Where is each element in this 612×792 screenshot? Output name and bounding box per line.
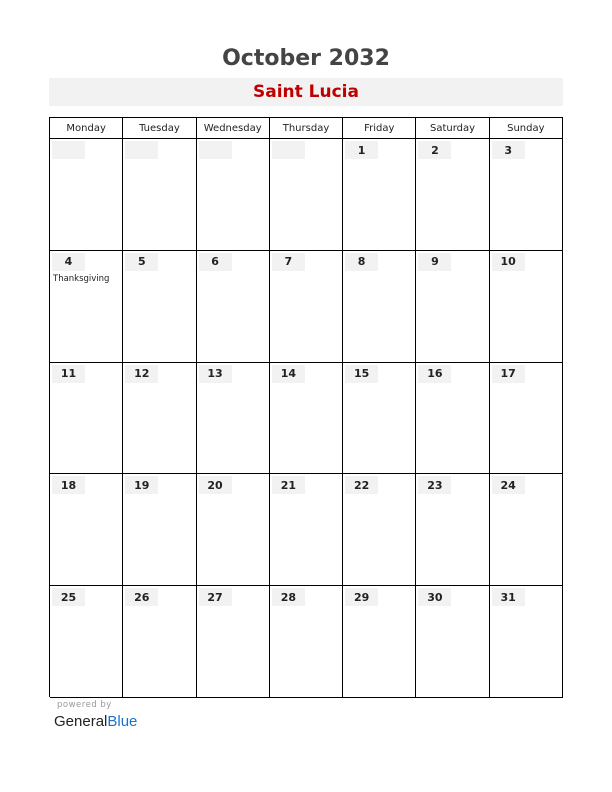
week-row <box>50 363 563 475</box>
day-cell[interactable] <box>197 139 270 251</box>
day-number: 22 <box>345 476 378 494</box>
day-number: 1 <box>345 141 378 159</box>
day-number: 8 <box>345 253 378 271</box>
day-cell[interactable] <box>343 474 416 586</box>
day-cell[interactable] <box>197 363 270 475</box>
brand-logo[interactable] <box>54 713 137 730</box>
day-number <box>199 141 232 159</box>
country-name: Saint Lucia <box>252 82 359 102</box>
holiday-label: Thanksgiving <box>53 273 110 284</box>
day-cell[interactable] <box>490 139 563 251</box>
day-cell[interactable] <box>416 139 489 251</box>
day-number: 29 <box>345 588 378 606</box>
day-number: 13 <box>199 365 232 383</box>
weekday-header: Wednesday <box>197 118 270 139</box>
brand-general: General <box>54 713 108 730</box>
weekday-header: Thursday <box>270 118 343 139</box>
day-cell[interactable] <box>416 363 489 475</box>
weekday-header: Friday <box>343 118 416 139</box>
day-cell[interactable] <box>416 474 489 586</box>
day-cell[interactable] <box>197 586 270 698</box>
day-cell[interactable] <box>490 251 563 363</box>
day-number <box>52 141 85 159</box>
day-number: 23 <box>418 476 451 494</box>
day-cell[interactable] <box>123 139 196 251</box>
weekday-header: Sunday <box>490 118 563 139</box>
day-number: 20 <box>199 476 232 494</box>
calendar-grid <box>49 117 563 697</box>
day-number: 30 <box>418 588 451 606</box>
day-number: 14 <box>272 365 305 383</box>
day-number: 2 <box>418 141 451 159</box>
calendar-weeks <box>50 139 563 698</box>
day-number: 24 <box>492 476 525 494</box>
week-row <box>50 474 563 586</box>
day-cell[interactable] <box>343 586 416 698</box>
day-cell[interactable] <box>270 363 343 475</box>
weekday-header: Saturday <box>416 118 489 139</box>
day-number: 21 <box>272 476 305 494</box>
week-row <box>50 139 563 251</box>
weekday-header-row <box>50 118 563 139</box>
week-row <box>50 251 563 363</box>
weekday-header: Monday <box>50 118 123 139</box>
brand-blue: Blue <box>107 713 138 730</box>
day-number: 28 <box>272 588 305 606</box>
day-number: 17 <box>492 365 525 383</box>
day-cell[interactable] <box>123 474 196 586</box>
page-title: October 2032 <box>222 46 390 71</box>
weekday-header: Tuesday <box>123 118 196 139</box>
powered-by-text: powered by <box>57 700 112 710</box>
day-number: 5 <box>125 253 158 271</box>
day-number: 3 <box>492 141 525 159</box>
day-cell[interactable] <box>197 474 270 586</box>
day-number: 16 <box>418 365 451 383</box>
day-number: 25 <box>52 588 85 606</box>
day-cell[interactable] <box>416 586 489 698</box>
day-number <box>125 141 158 159</box>
country-banner <box>49 78 563 106</box>
day-cell[interactable] <box>490 586 563 698</box>
day-cell[interactable] <box>343 251 416 363</box>
day-number: 7 <box>272 253 305 271</box>
day-cell[interactable] <box>416 251 489 363</box>
day-cell[interactable] <box>270 474 343 586</box>
day-number: 11 <box>52 365 85 383</box>
day-cell[interactable] <box>50 363 123 475</box>
day-cell[interactable] <box>270 586 343 698</box>
day-number: 27 <box>199 588 232 606</box>
day-number: 31 <box>492 588 525 606</box>
day-cell[interactable] <box>123 251 196 363</box>
day-number: 9 <box>418 253 451 271</box>
day-cell[interactable] <box>123 586 196 698</box>
day-number: 12 <box>125 365 158 383</box>
day-cell[interactable] <box>123 363 196 475</box>
day-number: 18 <box>52 476 85 494</box>
day-number: 19 <box>125 476 158 494</box>
day-cell[interactable] <box>197 251 270 363</box>
day-cell[interactable] <box>50 251 123 363</box>
day-cell[interactable] <box>50 586 123 698</box>
day-cell[interactable] <box>270 139 343 251</box>
day-number: 15 <box>345 365 378 383</box>
day-cell[interactable] <box>50 474 123 586</box>
day-cell[interactable] <box>490 363 563 475</box>
day-cell[interactable] <box>270 251 343 363</box>
week-row <box>50 586 563 698</box>
day-number: 26 <box>125 588 158 606</box>
day-number: 4 <box>52 253 85 271</box>
day-number: 10 <box>492 253 525 271</box>
day-cell[interactable] <box>343 363 416 475</box>
day-cell[interactable] <box>490 474 563 586</box>
day-cell[interactable] <box>50 139 123 251</box>
day-cell[interactable] <box>343 139 416 251</box>
day-number <box>272 141 305 159</box>
day-number: 6 <box>199 253 232 271</box>
